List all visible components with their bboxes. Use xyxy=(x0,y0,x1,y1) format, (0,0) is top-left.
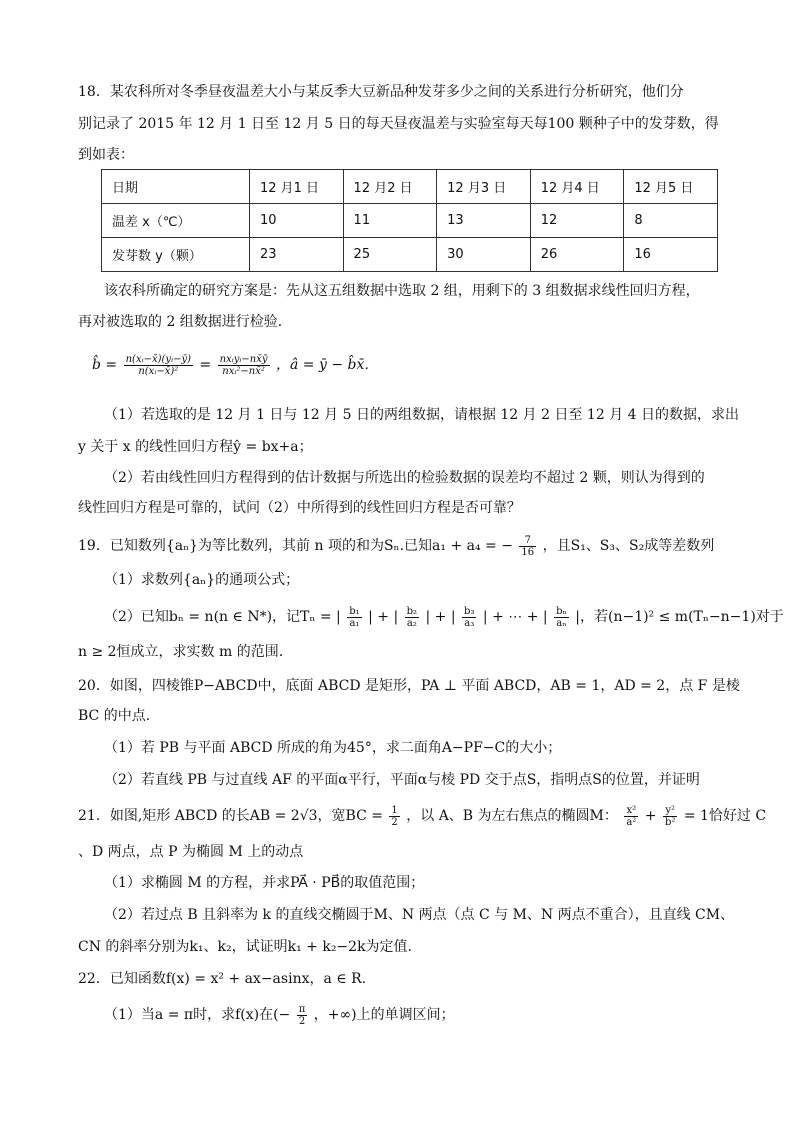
table-header-cell: 12 月3 日 xyxy=(437,170,531,204)
ratio-fraction-3 xyxy=(462,606,476,629)
data-table xyxy=(101,169,718,272)
q19-part2-line1 xyxy=(104,602,784,632)
table-header-cell: 12 月1 日 xyxy=(249,170,343,204)
pi-half-fraction xyxy=(297,1004,308,1027)
q22-text-b: ，+∞)上的单调区间； xyxy=(313,1007,455,1023)
formula-denominator: n(xᵢ−x̄)² xyxy=(138,365,179,377)
q18-line4: 该农科所确定的研究方案是：先从这五组数据中选取 2 组，用剩下的 3 组数据求线性回归方程， xyxy=(104,283,700,299)
table-row xyxy=(102,238,718,272)
q21-part1: （1）求椭圆 M 的方程，并求PA⃗ · PB⃗的取值范围； xyxy=(104,875,425,891)
q19-part1: （1）求数列{aₙ}的通项公式； xyxy=(104,572,300,588)
q21-text-c: = 1恰好过 C xyxy=(683,808,767,824)
formula-a: ，â = ȳ − b̂x̄． xyxy=(275,357,379,373)
fraction-denominator: 2 xyxy=(391,816,398,828)
fraction-numerator: 7 xyxy=(519,535,536,547)
q19-part2-line2: n ≥ 2恒成立，求实数 m 的范围. xyxy=(78,644,284,660)
q20-line2: BC 的中点. xyxy=(78,708,151,724)
formula-fraction-1 xyxy=(124,354,193,377)
formula-numerator: n(xᵢ−x̄)(yᵢ−ȳ) xyxy=(125,353,192,365)
plus-sign: + xyxy=(644,808,657,824)
q21-text-a: 21．如图,矩形 ABCD 的长AB = 2√3，宽BC = xyxy=(78,808,383,824)
table-cell: 30 xyxy=(437,238,531,272)
ratio-fraction-2 xyxy=(405,606,419,629)
fraction-numerator: b₃ xyxy=(464,605,475,617)
formula-equals: = xyxy=(199,357,212,373)
fraction-numerator: 1 xyxy=(391,804,398,816)
ellipse-y-term xyxy=(663,805,677,828)
fraction-numerator: x² xyxy=(624,805,638,817)
ratio-fraction-1 xyxy=(347,606,361,629)
ellipse-x-term xyxy=(624,805,638,828)
q19-part2-text-d: | + ⋯ + | xyxy=(482,609,548,625)
ratio-fraction-n xyxy=(554,606,569,629)
q20-part2: （2）若直线 PB 与过直线 AF 的平面α平行，平面α与棱 PD 交于点S，指明点S的位置，并证明 xyxy=(104,772,700,788)
fraction-denominator: a₃ xyxy=(464,617,475,629)
table-cell: 10 xyxy=(249,204,343,238)
q21-line2: 、D 两点，点 P 为椭圆 M 上的动点 xyxy=(78,844,304,860)
half-fraction xyxy=(389,805,399,828)
fraction-numerator: b₂ xyxy=(406,605,418,617)
q21-part2-line2: CN 的斜率分别为k₁、k₂，试证明k₁ + k₂−2k为定值. xyxy=(78,939,412,955)
formula-fraction-2 xyxy=(218,354,270,377)
table-cell: 25 xyxy=(343,238,437,272)
q18-part2-line2: 线性回归方程是可靠的，试问（2）中所得到的线性回归方程是否可靠？ xyxy=(78,500,521,516)
table-cell: 16 xyxy=(624,238,718,272)
fraction-denominator: a₁ xyxy=(349,617,360,629)
table-cell: 温差 x（℃） xyxy=(102,204,250,238)
q21-text-b: ，以 A、B 为左右焦点的椭圆M： xyxy=(406,808,618,824)
q18-line1: 18．某农科所对冬季昼夜温差大小与某反季大豆新品种发芽多少之间的关系进行分析研究，他们分 xyxy=(78,84,684,100)
q18-line5: 再对被选取的 2 组数据进行检验． xyxy=(78,314,292,330)
table-row xyxy=(102,170,718,204)
table-header-cell: 12 月2 日 xyxy=(343,170,437,204)
formula-denominator: nxᵢ²−nx̄² xyxy=(222,365,265,377)
table-cell: 26 xyxy=(530,238,624,272)
table-cell: 12 xyxy=(530,204,624,238)
formula-numerator: nxᵢyᵢ−nx̄ȳ xyxy=(219,353,268,365)
formula-b: b̂ = xyxy=(92,357,118,373)
table-header-cell: 12 月5 日 xyxy=(624,170,718,204)
table-cell: 发芽数 y（颗） xyxy=(102,238,250,272)
regression-formula xyxy=(92,350,378,380)
q19-line1 xyxy=(78,532,714,560)
fraction-denominator: aₙ xyxy=(556,617,567,629)
q18-line2: 别记录了 2015 年 12 月 1 日至 12 月 5 日的每天昼夜温差与实验室每天每100 颗种子中的发芽数，得 xyxy=(78,116,719,132)
fraction-denominator: 2 xyxy=(298,1015,306,1027)
q19-text-a: 19．已知数列{aₙ}为等比数列，其前 n 项的和为Sₙ.已知a₁ + a₄ = − xyxy=(78,538,513,554)
fraction-numerator: π xyxy=(298,1003,306,1015)
q22-line1: 22．已知函数f(x) = x² + ax−asinx，a ∈ R. xyxy=(78,971,367,987)
q19-part2-text-b: | + | xyxy=(368,609,399,625)
table-header-cell: 12 月4 日 xyxy=(530,170,624,204)
q22-part1 xyxy=(104,1000,455,1030)
table-cell: 23 xyxy=(249,238,343,272)
q20-part1: （1）若 PB 与平面 ABCD 所成的角为45°，求二面角A−PF−C的大小； xyxy=(104,740,562,756)
q18-part1-line1: （1）若选取的是 12 月 1 日与 12 月 5 日的两组数据，请根据 12 月 2 日至 12 月 4 日的数据，求出 xyxy=(104,407,739,423)
q19-part2-text-e: |，若(n−1)² ≤ m(Tₙ−n−1)对于 xyxy=(575,609,784,625)
table-header-cell: 日期 xyxy=(102,170,250,204)
q19-text-b: ，且S₁、S₃、S₂成等差数列 xyxy=(542,538,715,554)
fraction-numerator: bₙ xyxy=(556,605,567,617)
fraction-denominator: b² xyxy=(664,816,676,828)
q19-part2-text-c: | + | xyxy=(425,609,456,625)
fraction-denominator: a² xyxy=(626,816,637,828)
table-cell: 11 xyxy=(343,204,437,238)
fraction-numerator: y² xyxy=(663,805,677,817)
q22-text-a: （1）当a = π时，求f(x)在(− xyxy=(104,1007,291,1023)
table-row xyxy=(102,204,718,238)
q21-line1 xyxy=(78,800,766,832)
fraction-denominator: a₂ xyxy=(406,617,417,629)
q18-line3: 到如表： xyxy=(78,147,134,163)
table-cell: 8 xyxy=(624,204,718,238)
q18-part1-line2: y 关于 x 的线性回归方程ŷ = bx+a； xyxy=(78,439,313,455)
fraction-denominator: 16 xyxy=(521,546,535,558)
table-cell: 13 xyxy=(437,204,531,238)
q18-part2-line1: （2）若由线性回归方程得到的估计数据与所选出的检验数据的误差均不超过 2 颗，则认为得到的 xyxy=(104,470,705,486)
q19-fraction xyxy=(519,535,536,558)
q20-line1: 20．如图，四棱锥P−ABCD中，底面 ABCD 是矩形，PA ⊥ 平面 ABCD，AB = 1，AD = 2，点 F 是棱 xyxy=(78,678,740,694)
q19-part2-text-a: （2）已知bₙ = n(n ∈ N*)，记Tₙ = | xyxy=(104,609,341,625)
q21-part2-line1: （2）若过点 B 且斜率为 k 的直线交椭圆于M、N 两点（点 C 与 M、N 两点不重合），且直线 CM、 xyxy=(104,907,735,923)
fraction-numerator: b₁ xyxy=(349,605,360,617)
